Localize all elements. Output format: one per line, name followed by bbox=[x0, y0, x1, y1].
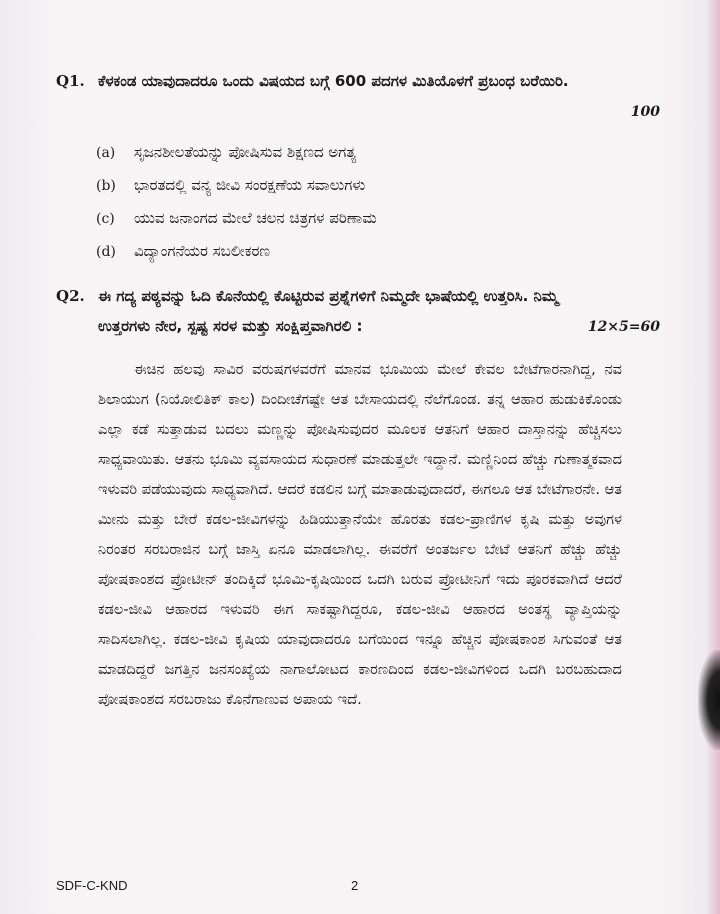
passage-paragraph: ಈಚಿನ ಹಲವು ಸಾವಿರ ವರುಷಗಳವರೆಗೆ ಮಾನವ ಭೂಮಿಯ ಮೇಲೆ ಕೇವಲ ಬೇಟೆಗಾರನಾಗಿದ್ದ, ನವ ಶಿಲಾಯುಗ (ನಿಯೋಲಿತಿಕ್ ಕಾಲ) ದಿಂದೀಚೆಗಷ್ಟೇ ಆತ ಬೇಸಾಯದಲ್ಲಿ ನೆಲೆಗೊಂಡ. ತನ್ನ ಆಹಾರ ಹುಡುಕಿಕೊಂಡು ಎಲ್ಲಾ ಕಡೆ ಸುತ್ತಾಡುವ ಬದಲು ಮಣ್ಣನ್ನು ಪೋಷಿಸುವುದರ ಮೂಲಕ ಆತನಿಗೆ ಆಹಾರ ದಾಸ್ತಾನನ್ನು ಹೆಚ್ಚಿಸಲು ಸಾಧ್ಯವಾಯಿತು. ಆತನು ಭೂಮಿ ವ್ಯವಸಾಯದ ಸುಧಾರಣೆ ಮಾಡುತ್ತಲೇ ಇದ್ದಾನೆ. ಮಣ್ಣಿನಿಂದ ಹೆಚ್ಚು ಗುಣಾತ್ಮಕವಾದ ಇಳುವರಿ ಪಡೆಯುವುದು ಸಾಧ್ಯವಾಗಿದೆ. ಆದರೆ ಕಡಲಿನ ಬಗ್ಗೆ ಮಾತಾಡುವುದಾದರೆ, ಈಗಲೂ ಆತ ಬೇಟೆಗಾರನೇ. ಆತ ಮೀನು ಮತ್ತು ಬೇರೆ ಕಡಲ-ಜೀವಿಗಳನ್ನು ಹಿಡಿಯುತ್ತಾನೆಯೇ ಹೊರತು ಕಡಲ-ಪ್ರಾಣಿಗಳ ಕೃಷಿ ಮತ್ತು ಅವುಗಳ ನಿರಂತರ ಸರಬರಾಜಿನ ಬಗ್ಗೆ ಜಾಸ್ತಿ ಏನೂ ಮಾಡಲಾಗಿಲ್ಲ. ಈವರೆಗೆ ಅಂತರ್ಜಲ ಬೇಟೆ ಆತನಿಗೆ ಹೆಚ್ಚು ಹೆಚ್ಚು ಪೋಷಕಾಂಶದ ಪ್ರೋಟೀನ್ ತಂದಿಕ್ಕಿದೆ ಭೂಮಿ-ಕೃಷಿಯಿಂದ ಒದಗಿ ಬರುವ ಪ್ರೋಟೀನಿಗೆ ಇದು ಪೂರಕವಾಗಿದೆ ಆದರೆ ಕಡಲ-ಜೀವಿ ಆಹಾರದ ಇಳುವರಿ ಈಗ ಸಾಕಷ್ಟಾಗಿದ್ದರೂ, ಕಡಲ-ಜೀವಿ ಆಹಾರದ ಅಂತಸ್ಥ ವ್ಯಾಪ್ತಿಯನ್ನು ಸಾದಿಸಲಾಗಿಲ್ಲ. ಕಡಲ-ಜೀವಿ ಕೃಷಿಯ ಯಾವುದಾದರೂ ಬಗೆಯಿಂದ ಇನ್ನೂ ಹೆಚ್ಚಿನ ಪೋಷಕಾಂಶ ಸಿಗುವಂತೆ ಆತ ಮಾಡದಿದ್ದರೆ ಜಗತ್ತಿನ ಜನಸಂಖ್ಯೆಯ ನಾಗಾಲೋಟದ ಕಾರಣದಿಂದ ಕಡಲ-ಜೀವಿಗಳಿಂದ ಒದಗಿ ಬರಬಹುದಾದ ಪೋಷಕಾಂಶದ ಸರಬರಾಜು ಕೊನೆಗಾಣುವ ಅಪಾಯ ಇದೆ. bbox=[98, 361, 622, 708]
option-label: (c) bbox=[96, 211, 115, 227]
reading-passage bbox=[98, 355, 622, 715]
option-text: ಭಾರತದಲ್ಲಿ ವನ್ಯ ಜೀವಿ ಸಂರಕ್ಷಣೆಯ ಸವಾಲುಗಳು bbox=[134, 176, 366, 194]
option-c bbox=[96, 208, 377, 229]
option-label: (d) bbox=[96, 244, 116, 260]
ink-smudge bbox=[698, 650, 720, 750]
option-b bbox=[96, 175, 365, 196]
option-label: (b) bbox=[96, 178, 116, 194]
page-edge-tint bbox=[706, 0, 720, 914]
question-number: Q2. bbox=[56, 287, 85, 305]
option-d bbox=[96, 241, 270, 262]
option-text: ವಿದ್ಯಾಂಗನೆಯರ ಸಬಲೀಕರಣ bbox=[134, 242, 271, 260]
option-label: (a) bbox=[96, 145, 116, 161]
question-2 bbox=[56, 281, 660, 341]
option-text: ಯುವ ಜನಾಂಗದ ಮೇಲೆ ಚಲನ ಚಿತ್ರಗಳ ಪರಿಣಾಮ bbox=[134, 209, 377, 227]
option-a bbox=[96, 142, 356, 163]
question-marks: 100 bbox=[630, 104, 660, 120]
question-number: Q1. bbox=[56, 72, 85, 90]
option-text: ಸೃಜನಶೀಲತೆಯನ್ನು ಪೋಷಿಸುವ ಶಿಕ್ಷಣದ ಅಗತ್ಯ bbox=[134, 143, 357, 161]
paper-code: SDF-C-KND bbox=[56, 878, 128, 893]
question-text: ಕೆಳಕಂಡ ಯಾವುದಾದರೂ ಒಂದು ವಿಷಯದ ಬಗ್ಗೆ 600 ಪದಗಳ ಮಿತಿಯೊಳಗೆ ಪ್ರಬಂಧ ಬರೆಯಿರಿ. bbox=[98, 72, 569, 90]
page-number: 2 bbox=[351, 878, 359, 893]
question-marks: 12×5=60 bbox=[587, 319, 660, 335]
question-text: ಈ ಗದ್ಯ ಪಠ್ಯವನ್ನು ಓದಿ ಕೊನೆಯಲ್ಲಿ ಕೊಟ್ಟಿರುವ ಪ್ರಶ್ನೆಗಳಿಗೆ ನಿಮ್ಮದೇ ಭಾಷೆಯಲ್ಲಿ ಉತ್ತರಿಸಿ. ನಿಮ್ಮ ಉತ್ತರಗಳು ನೇರ, ಸ್ಪಷ್ಟ ಸರಳ ಮತ್ತು ಸಂಕ್ಷಿಪ್ತವಾಗಿರಲಿ : bbox=[98, 287, 559, 335]
question-1 bbox=[56, 66, 660, 120]
